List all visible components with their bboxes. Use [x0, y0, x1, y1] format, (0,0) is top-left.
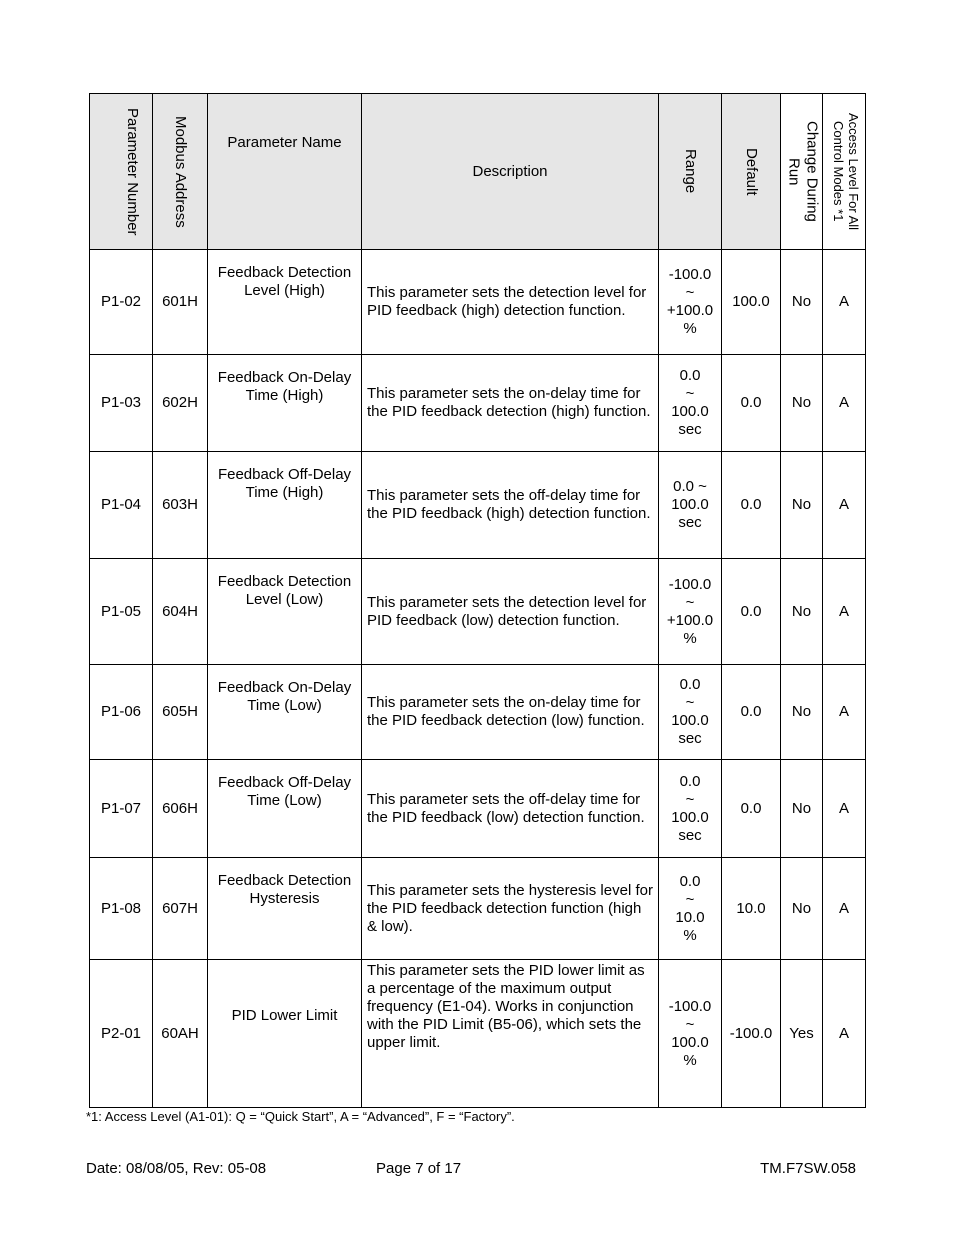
table-row [90, 559, 866, 665]
table-row [90, 858, 866, 960]
param-range: 0.0 ~ 100.0 sec [659, 452, 722, 559]
param-access-level: A [823, 355, 866, 452]
param-range: -100.0 ~ +100.0 % [659, 250, 722, 355]
param-change-during-run: No [781, 355, 823, 452]
footer-page-number: Page 7 of 17 [376, 1160, 462, 1177]
param-access-level: A [823, 960, 866, 1108]
param-number: P1-02 [90, 250, 153, 355]
param-description: This parameter sets the hysteresis level for the PID feedback detection function (high & low). [362, 858, 659, 960]
param-number: P1-05 [90, 559, 153, 665]
param-change-during-run: No [781, 250, 823, 355]
modbus-address: 60AH [153, 960, 208, 1108]
param-name: Feedback Detection Hysteresis [208, 858, 362, 960]
modbus-address: 602H [153, 355, 208, 452]
param-default: 0.0 [722, 452, 781, 559]
param-access-level: A [823, 665, 866, 760]
param-name: Feedback On-Delay Time (High) [208, 355, 362, 452]
table-row [90, 452, 866, 559]
table-row [90, 760, 866, 858]
param-number: P1-04 [90, 452, 153, 559]
param-change-during-run: No [781, 760, 823, 858]
table-row [90, 665, 866, 760]
param-number: P1-03 [90, 355, 153, 452]
param-range: 0.0 ~ 10.0 % [659, 858, 722, 960]
param-name: Feedback On-Delay Time (Low) [208, 665, 362, 760]
param-change-during-run: Yes [781, 960, 823, 1108]
param-access-level: A [823, 559, 866, 665]
param-description: This parameter sets the off-delay time for the PID feedback (low) detection function. [362, 760, 659, 858]
modbus-address: 603H [153, 452, 208, 559]
header-change-during-run: Change During Run [781, 94, 823, 250]
param-description: This parameter sets the off-delay time for the PID feedback (high) detection function. [362, 452, 659, 559]
param-default: 0.0 [722, 760, 781, 858]
param-range: 0.0 ~ 100.0 sec [659, 760, 722, 858]
param-name: PID Lower Limit [208, 960, 362, 1108]
param-range: -100.0 ~ 100.0 % [659, 960, 722, 1108]
param-number: P1-06 [90, 665, 153, 760]
param-change-during-run: No [781, 452, 823, 559]
modbus-address: 604H [153, 559, 208, 665]
footer-doc-id: TM.F7SW.058 [760, 1160, 856, 1177]
param-name: Feedback Off-Delay Time (High) [208, 452, 362, 559]
param-number: P1-08 [90, 858, 153, 960]
param-access-level: A [823, 858, 866, 960]
param-access-level: A [823, 452, 866, 559]
param-default: 100.0 [722, 250, 781, 355]
param-range: -100.0 ~ +100.0 % [659, 559, 722, 665]
param-change-during-run: No [781, 858, 823, 960]
table-row [90, 355, 866, 452]
param-name: Feedback Detection Level (High) [208, 250, 362, 355]
param-name: Feedback Off-Delay Time (Low) [208, 760, 362, 858]
param-default: 10.0 [722, 858, 781, 960]
header-parameter-name: Parameter Name [208, 94, 362, 250]
param-access-level: A [823, 250, 866, 355]
header-description: Description [362, 94, 659, 250]
table-row [90, 250, 866, 355]
param-default: -100.0 [722, 960, 781, 1108]
header-modbus-address: Modbus Address [153, 94, 208, 250]
param-number: P2-01 [90, 960, 153, 1108]
param-description: This parameter sets the on-delay time for the PID feedback detection (low) function. [362, 665, 659, 760]
param-default: 0.0 [722, 559, 781, 665]
param-access-level: A [823, 760, 866, 858]
param-range: 0.0 ~ 100.0 sec [659, 355, 722, 452]
param-description: This parameter sets the on-delay time for the PID feedback detection (high) function. [362, 355, 659, 452]
param-description: This parameter sets the detection level for PID feedback (low) detection function. [362, 559, 659, 665]
parameter-table [89, 93, 866, 1108]
header-range: Range [659, 94, 722, 250]
param-number: P1-07 [90, 760, 153, 858]
header-row [90, 94, 866, 250]
modbus-address: 607H [153, 858, 208, 960]
param-description: This parameter sets the detection level for PID feedback (high) detection function. [362, 250, 659, 355]
modbus-address: 601H [153, 250, 208, 355]
param-default: 0.0 [722, 665, 781, 760]
param-description: This parameter sets the PID lower limit as a percentage of the maximum output frequency (E1-04). Works in conjunction with the PID Limit (B5-06), which sets the upper limit. [362, 960, 659, 1108]
header-param-number: Parameter Number [90, 94, 153, 250]
param-default: 0.0 [722, 355, 781, 452]
param-name: Feedback Detection Level (Low) [208, 559, 362, 665]
modbus-address: 605H [153, 665, 208, 760]
modbus-address: 606H [153, 760, 208, 858]
param-range: 0.0 ~ 100.0 sec [659, 665, 722, 760]
param-change-during-run: No [781, 559, 823, 665]
footer-date: Date: 08/08/05, Rev: 05-08 [86, 1160, 267, 1177]
param-change-during-run: No [781, 665, 823, 760]
table-row [90, 960, 866, 1108]
header-default: Default [722, 94, 781, 250]
header-access-level: Access Level For All Control Modes *1 [823, 94, 866, 250]
access-level-footnote: *1: Access Level (A1-01): Q = “Quick Start”, A = “Advanced”, F = “Factory”. [86, 1109, 515, 1124]
